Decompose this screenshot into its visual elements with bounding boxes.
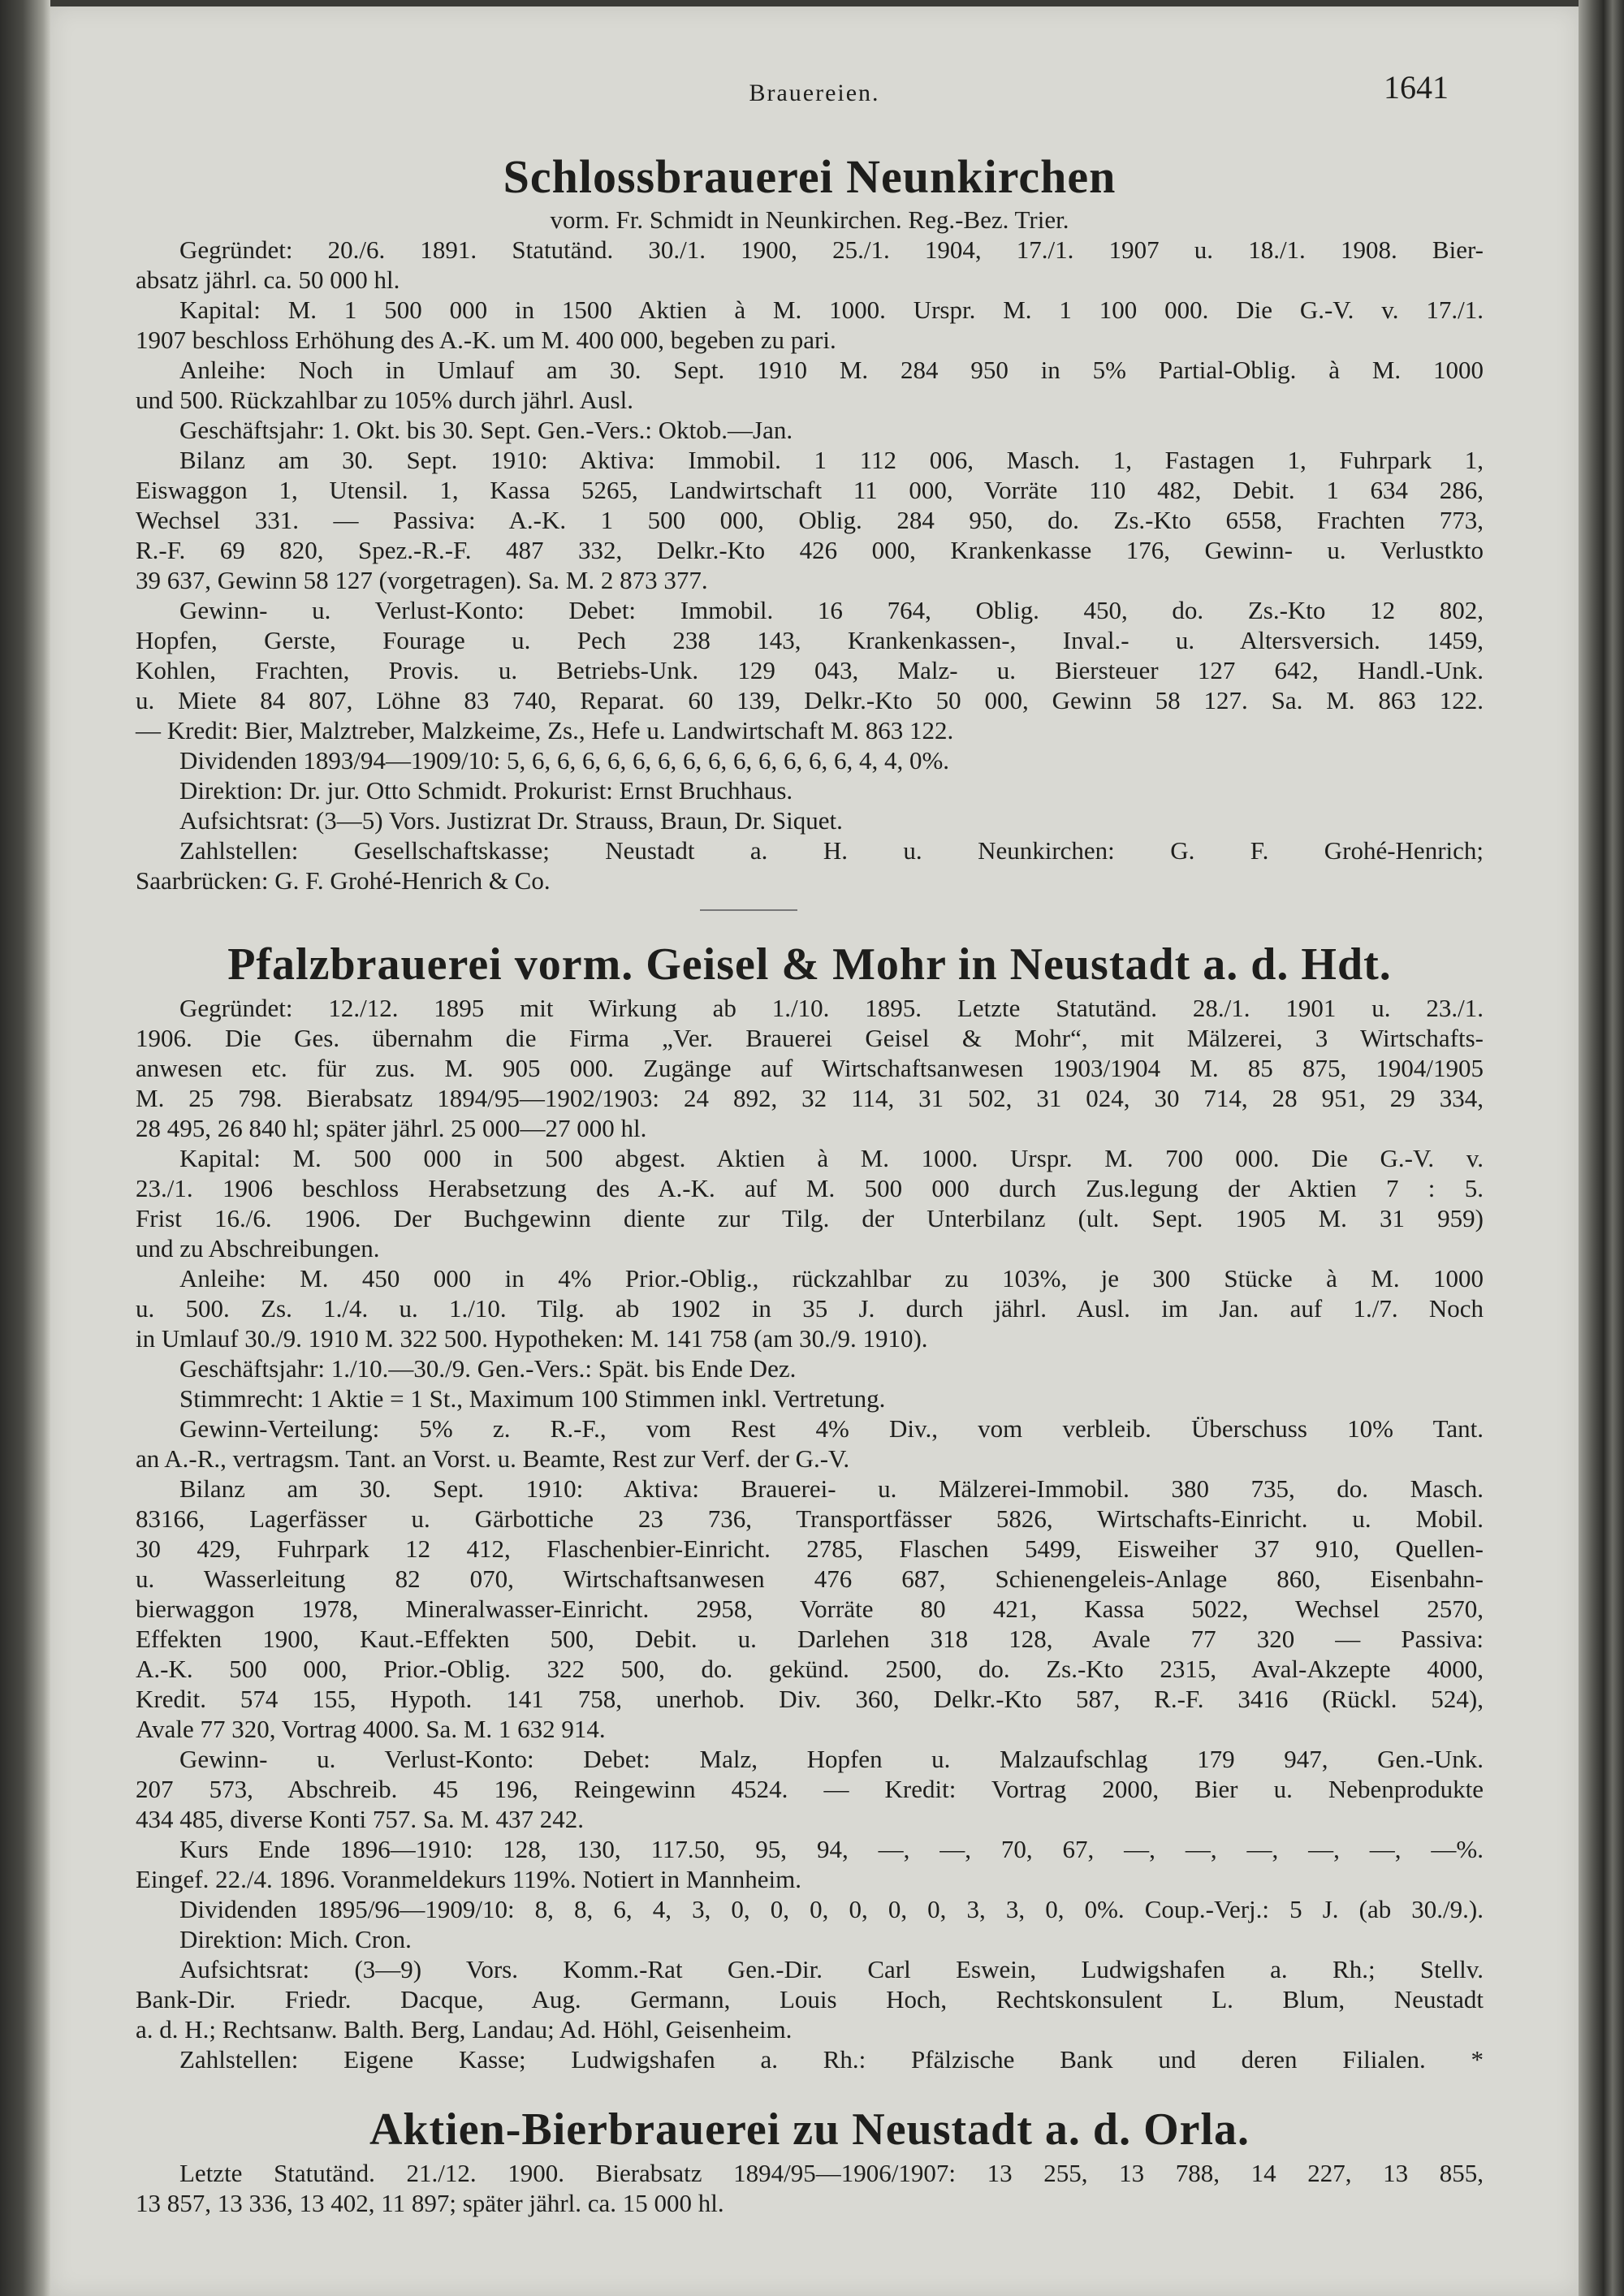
text-line: 28 495, 26 840 hl; später jährl. 25 000—27 000 hl. (136, 1114, 647, 1142)
text-line: 434 485, diverse Konti 757. Sa. M. 437 242. (136, 1805, 584, 1833)
text-line: Saarbrücken: G. F. Grohé-Henrich & Co. (136, 866, 551, 895)
text-line: 83166, Lagerfässer u. Gärbottiche 23 736, Transportfässer 5826, Wirtschafts-Einricht. u. Mobil. (136, 1504, 1484, 1533)
text-line: Eiswaggon 1, Utensil. 1, Kassa 5265, Landwirtschaft 11 000, Vorräte 110 482, Debit. 1 634 286, (136, 476, 1484, 504)
text-line: Gewinn- u. Verlust-Konto: Debet: Immobil. 16 764, Oblig. 450, do. Zs.-Kto 12 802, (179, 596, 1484, 624)
text-line: Stimmrecht: 1 Aktie = 1 St., Maximum 100 Stimmen inkl. Vertretung. (179, 1384, 886, 1413)
text-line: und 500. Rückzahlbar zu 105% durch jährl. Ausl. (136, 386, 633, 414)
text-line: 23./1. 1906 beschloss Herabsetzung des A.-K. auf M. 500 000 durch Zus.legung der Aktien 7 : 5. (136, 1174, 1484, 1202)
text-line: Direktion: Mich. Cron. (179, 1925, 412, 1953)
text-line: Frist 16./6. 1906. Der Buchgewinn diente zur Tilg. der Unterbilanz (ult. Sept. 1905 M. 31 959) (136, 1204, 1484, 1232)
text-line: Dividenden 1895/96—1909/10: 8, 8, 6, 4, 3, 0, 0, 0, 0, 0, 0, 3, 3, 0, 0%. Coup.-Verj.: 5 J. (ab 30./9.). (179, 1895, 1484, 1923)
text-line: Bilanz am 30. Sept. 1910: Aktiva: Brauerei- u. Mälzerei-Immobil. 380 735, do. Masch. (179, 1474, 1484, 1503)
text-line: Hopfen, Gerste, Fourage u. Pech 238 143, Krankenkassen-, Inval.- u. Altersversich. 1459, (136, 626, 1484, 654)
book-gutter (0, 0, 50, 2296)
text-line: Gegründet: 20./6. 1891. Statutänd. 30./1. 1900, 25./1. 1904, 17./1. 1907 u. 18./1. 1908. Bier- (179, 235, 1484, 264)
text-line: Aufsichtsrat: (3—9) Vors. Komm.-Rat Gen.-Dir. Carl Eswein, Ludwigshafen a. Rh.; Stellv. (179, 1955, 1484, 1983)
text-line: 13 857, 13 336, 13 402, 11 897; später jährl. ca. 15 000 hl. (136, 2189, 724, 2217)
text-line: R.-F. 69 820, Spez.-R.-F. 487 332, Delkr.-Kto 426 000, Krankenkasse 176, Gewinn- u. Verlustkto (136, 536, 1484, 564)
text-line: u. Wasserleitung 82 070, Wirtschaftsanwesen 476 687, Schienengeleis-Anlage 860, Eisenbahn- (136, 1564, 1484, 1593)
text-line: absatz jährl. ca. 50 000 hl. (136, 265, 400, 294)
text-line: 39 637, Gewinn 58 127 (vorgetragen). Sa. M. 2 873 377. (136, 566, 708, 594)
text-line: in Umlauf 30./9. 1910 M. 322 500. Hypotheken: M. 141 758 (am 30./9. 1910). (136, 1324, 928, 1353)
section-schlossbrauerei (136, 149, 1484, 896)
text-line: Direktion: Dr. jur. Otto Schmidt. Prokurist: Ernst Bruchhaus. (179, 776, 793, 805)
page-edge (1579, 0, 1624, 2296)
text-line: a. d. H.; Rechtsanw. Balth. Berg, Landau; Ad. Höhl, Geisenheim. (136, 2015, 793, 2044)
text-line: Gegründet: 12./12. 1895 mit Wirkung ab 1./10. 1895. Letzte Statutänd. 28./1. 1901 u. 23./1. (179, 994, 1484, 1022)
text-line: Gewinn- u. Verlust-Konto: Debet: Malz, Hopfen u. Malzaufschlag 179 947, Gen.-Unk. (179, 1745, 1484, 1773)
section-title: Pfalzbrauerei vorm. Geisel & Mohr in Neustadt a. d. Hdt. (227, 939, 1392, 990)
section-title: Schlossbrauerei Neunkirchen (503, 150, 1116, 203)
text-line: Zahlstellen: Gesellschaftskasse; Neustadt a. H. u. Neunkirchen: G. F. Grohé-Henrich; (179, 836, 1484, 865)
text-line: Geschäftsjahr: 1./10.—30./9. Gen.-Vers.: Spät. bis Ende Dez. (179, 1354, 797, 1383)
text-line: u. Miete 84 807, Löhne 83 740, Reparat. 60 139, Delkr.-Kto 50 000, Gewinn 58 127. Sa. M. 863 122. (136, 686, 1484, 714)
text-line: 1907 beschloss Erhöhung des A.-K. um M. 400 000, begeben zu pari. (136, 326, 836, 354)
running-head: Brauereien. (749, 80, 880, 106)
section-pfalzbrauerei (136, 936, 1484, 2074)
text-line: 1906. Die Ges. übernahm die Firma „Ver. Brauerei Geisel & Mohr“, mit Mälzerei, 3 Wirtschafts- (136, 1024, 1484, 1052)
text-line: Anleihe: Noch in Umlauf am 30. Sept. 1910 M. 284 950 in 5% Partial-Oblig. à M. 1000 (179, 356, 1484, 384)
page-number: 1641 (1384, 69, 1449, 106)
text-line: Wechsel 331. — Passiva: A.-K. 1 500 000, Oblig. 284 950, do. Zs.-Kto 6558, Frachten 773, (136, 506, 1484, 534)
document-page (50, 6, 1579, 2296)
section-subtitle: vorm. Fr. Schmidt in Neunkirchen. Reg.-Bez. Trier. (550, 205, 1069, 234)
section-divider (700, 909, 797, 911)
text-line: Kapital: M. 500 000 in 500 abgest. Aktien à M. 1000. Urspr. M. 700 000. Die G.-V. v. (179, 1144, 1484, 1172)
text-line: Bilanz am 30. Sept. 1910: Aktiva: Immobil. 1 112 006, Masch. 1, Fastagen 1, Fuhrpark 1, (179, 446, 1484, 474)
text-line: Effekten 1900, Kaut.-Effekten 500, Debit. u. Darlehen 318 128, Avale 77 320 — Passiva: (136, 1625, 1484, 1653)
text-line: Kapital: M. 1 500 000 in 1500 Aktien à M. 1000. Urspr. M. 1 100 000. Die G.-V. v. 17./1. (179, 296, 1484, 324)
section-aktien-bierbrauerei (136, 2101, 1484, 2218)
text-line: 30 429, Fuhrpark 12 412, Flaschenbier-Einricht. 2785, Flaschen 5499, Eisweiher 37 910, Quellen- (136, 1534, 1484, 1563)
text-line: A.-K. 500 000, Prior.-Oblig. 322 500, do. gekünd. 2500, do. Zs.-Kto 2315, Aval-Akzepte 4000, (136, 1655, 1484, 1683)
text-line: Avale 77 320, Vortrag 4000. Sa. M. 1 632 914. (136, 1715, 606, 1743)
text-line: bierwaggon 1978, Mineralwasser-Einricht. 2958, Vorräte 80 421, Kassa 5022, Wechsel 2570, (136, 1595, 1484, 1623)
text-line: — Kredit: Bier, Malztreber, Malzkeime, Zs., Hefe u. Landwirtschaft M. 863 122. (136, 716, 954, 744)
text-line: Kurs Ende 1896—1910: 128, 130, 117.50, 95, 94, —, —, 70, 67, —, —, —, —, —, —%. (179, 1835, 1484, 1863)
text-line: u. 500. Zs. 1./4. u. 1./10. Tilg. ab 1902 in 35 J. durch jährl. Ausl. im Jan. auf 1./7. Noch (136, 1294, 1484, 1323)
text-line: Anleihe: M. 450 000 in 4% Prior.-Oblig., rückzahlbar zu 103%, je 300 Stücke à M. 1000 (179, 1264, 1484, 1293)
text-line: Dividenden 1893/94—1909/10: 5, 6, 6, 6, 6, 6, 6, 6, 6, 6, 6, 6, 6, 6, 4, 4, 0%. (179, 746, 950, 775)
text-line: Zahlstellen: Eigene Kasse; Ludwigshafen a. Rh.: Pfälzische Bank und deren Filialen. * (179, 2045, 1484, 2074)
text-line: Kohlen, Frachten, Provis. u. Betriebs-Unk. 129 043, Malz- u. Biersteuer 127 642, Handl.-Unk. (136, 656, 1484, 684)
section-title: Aktien-Bierbrauerei zu Neustadt a. d. Orla. (369, 2104, 1250, 2155)
text-line: M. 25 798. Bierabsatz 1894/95—1902/1903: 24 892, 32 114, 31 502, 31 024, 30 714, 28 951, 29 334, (136, 1084, 1484, 1112)
text-line: Letzte Statutänd. 21./12. 1900. Bierabsatz 1894/95—1906/1907: 13 255, 13 788, 14 227, 13 855, (179, 2159, 1484, 2187)
text-line: Gewinn-Verteilung: 5% z. R.-F., vom Rest 4% Div., vom verbleib. Überschuss 10% Tant. (179, 1414, 1484, 1443)
text-line: Bank-Dir. Friedr. Dacque, Aug. Germann, Louis Hoch, Rechtskonsulent L. Blum, Neustadt (136, 1985, 1484, 2013)
text-line: Geschäftsjahr: 1. Okt. bis 30. Sept. Gen.-Vers.: Oktob.—Jan. (179, 416, 793, 444)
text-line: Eingef. 22./4. 1896. Voranmeldekurs 119%. Notiert in Mannheim. (136, 1865, 801, 1893)
text-line: 207 573, Abschreib. 45 196, Reingewinn 4524. — Kredit: Vortrag 2000, Bier u. Nebenprodukte (136, 1775, 1484, 1803)
text-line: an A.-R., vertragsm. Tant. an Vorst. u. Beamte, Rest zur Verf. der G.-V. (136, 1444, 850, 1473)
text-line: anwesen etc. für zus. M. 905 000. Zugänge auf Wirtschaftsanwesen 1903/1904 M. 85 875, 1904/1905 (136, 1054, 1484, 1082)
text-line: und zu Abschreibungen. (136, 1234, 380, 1262)
text-line: Aufsichtsrat: (3—5) Vors. Justizrat Dr. Strauss, Braun, Dr. Siquet. (179, 806, 843, 835)
text-line: Kredit. 574 155, Hypoth. 141 758, unerhob. Div. 360, Delkr.-Kto 587, R.-F. 3416 (Rückl. 524), (136, 1685, 1484, 1713)
